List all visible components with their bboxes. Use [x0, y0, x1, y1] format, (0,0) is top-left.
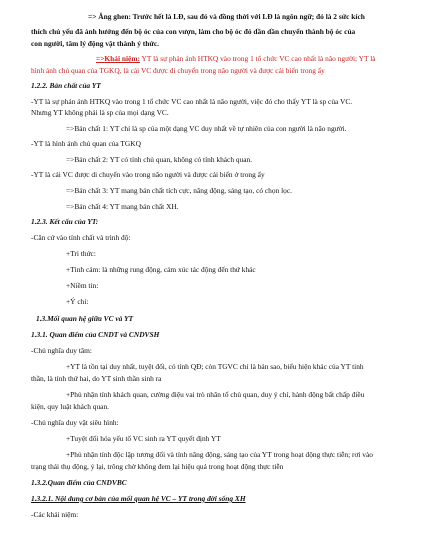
section-heading: 1.3.1. Quan điểm của CNDT và CNDVSH — [31, 330, 160, 339]
text-line: -Chủ nghĩa duy vật siêu hình: — [31, 418, 119, 427]
definition-text: YT là sự phản ánh HTKQ vào trong 1 tổ chức VC cao nhất là não người; YT là — [141, 54, 376, 63]
text-line: -YT là cái VC được di chuyển vào trong não người và được cải biến ở trong ấy — [31, 170, 265, 179]
text-line: thần, là tính thứ hai, do YT sinh thần sinh ra — [31, 374, 162, 383]
section-heading: 1.2.2. Bản chất của YT — [31, 81, 101, 90]
text-line: =>Bản chất 4: YT mang bản chất XH. — [66, 202, 179, 211]
definition-label: =>Khái niệm: — [96, 54, 140, 63]
text-line: -YT là hình ảnh chủ quan của TGKQ — [31, 139, 141, 148]
text-line: trạng thái thụ động, ỷ lại, trông chờ không đem lại hiệu quả trong hoạt động thực tiễn — [31, 462, 284, 471]
text-line: =>Bản chất 1: YT chỉ là sp của một dạng VC duy nhất về tự nhiên của con người là não người. — [66, 124, 347, 133]
text-line: thích chủ yếu đã ảnh hưởng đến bộ óc của con vượn, làm cho bộ óc đó dần dần chuyển thành bộ óc của — [31, 27, 356, 36]
list-item: +Ý chí: — [66, 297, 89, 306]
text-line: +YT là tồn tại duy nhất, tuyệt đối, có tính QĐ; còn TGVC chỉ là bản sao, biểu hiện khác của YT tinh — [66, 362, 364, 371]
text-line: =>Bản chất 2: YT có tính chủ quan, không có tính khách quan. — [66, 155, 253, 164]
section-heading: 1.2.3. Kết cấu của YT: — [31, 217, 99, 226]
text-line: con người, tâm lý động vật thành ý thức. — [31, 39, 159, 48]
list-item: +Niềm tin: — [66, 281, 99, 290]
list-item: +Tình cảm: là những rung động, cảm xúc tác động đến thứ khác — [66, 265, 256, 274]
text-line: -Căn cứ vào tính chất và trình độ: — [31, 233, 131, 242]
text-line: => Ăng ghen: Trước hết là LĐ, sau đó và đồng thời với LĐ là ngôn ngữ; đó là 2 sức kích — [88, 12, 365, 21]
text-line: -Các khái niệm: — [31, 510, 79, 519]
text-line: =>Bản chất 3: YT mang bản chất tích cực, năng động, sáng tạo, có chọn lọc. — [66, 186, 292, 195]
list-item: +Tri thức: — [66, 249, 96, 258]
text-line: +Tuyệt đối hóa yếu tố VC sinh ra YT quyết định YT — [66, 434, 221, 443]
text-line: +Phủ nhận tính khách quan, cường điệu vai trò nhân tố chủ quan, duy ý chí, hành động bất chấp điều — [66, 390, 365, 399]
text-line: +Phủ nhận tính độc lập tương đối và tính năng động, sáng tạo của YT trong hoạt động thực tiễn; rơi vào — [66, 450, 373, 459]
text-line: Nhưng YT không phải là sp của mọi dạng VC. — [31, 108, 169, 117]
definition-line — [96, 54, 376, 63]
section-heading: 1.3.2.Quan điểm của CNDVBC — [31, 478, 127, 487]
text-line: -YT là sự phản ánh HTKQ vào trong 1 tổ chức VC cao nhất là não người, việc đó cho thấy YT là sp của VC. — [31, 97, 353, 106]
section-heading: 1.3.Mối quan hệ giữa VC và YT — [36, 314, 134, 323]
section-heading: 1.3.2.1. Nội dung cơ bản của mối quan hệ VC – YT trong đời sống XH — [31, 494, 246, 503]
text-line: -Chủ nghĩa duy tâm: — [31, 346, 92, 355]
text-line: hình ảnh chủ quan của TGKQ, là cái VC được di chuyển trong não người và được cải biến trong ấy — [31, 66, 325, 75]
text-line: kiện, quy luật khách quan. — [31, 402, 109, 411]
